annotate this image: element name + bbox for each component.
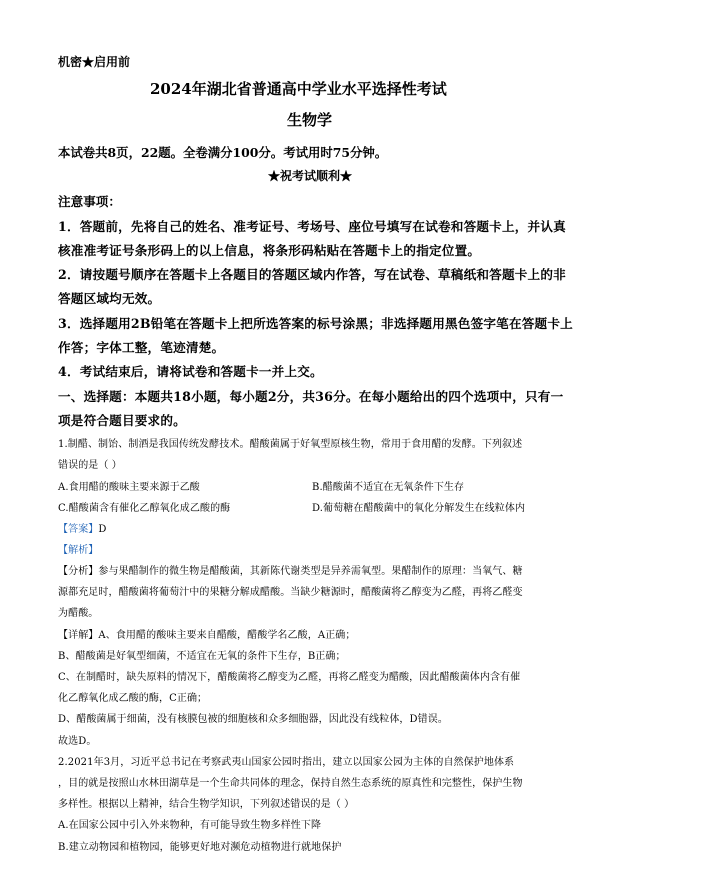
note-line: 核准准考证号条形码上的以上信息，将条形码粘贴在答题卡上的指定位置。 (58, 243, 481, 258)
subject-title: 生物学 (287, 111, 333, 129)
q1-option-d: D.葡萄糖在醋酸菌中的氧化分解发生在线粒体内 (312, 503, 526, 514)
analysis-line: 【分析】参与果醋制作的微生物是醋酸菌，其新陈代谢类型是异养需氧型。果醋制作的原理：当氧气、糖 (58, 566, 523, 577)
note-line: 答题区域均无效。 (58, 291, 161, 306)
section-heading: 一、选择题：本题共18小题，每小题2分，共36分。在每小题给出的四个选项中，只有一 (58, 389, 564, 404)
detail-line: C、在制醋时，缺失原料的情况下，醋酸菌将乙醇变为乙醛，再将乙醛变为醋酸，因此醋酸菌体内含有催 (58, 672, 521, 683)
detail-line: 化乙醇氧化成乙酸的酶，C正确； (58, 693, 208, 704)
q1-stem: 1.制醋、制饴、制酒是我国传统发酵技术。醋酸菌属于好氧型原核生物，常用于食用醋的发酵。下列叙述 (58, 439, 523, 450)
notes-heading: 注意事项： (58, 194, 121, 209)
q1-option-b: B.醋酸菌不适宜在无氧条件下生存 (312, 482, 465, 493)
q2-option-b: B.建立动物园和植物园，能够更好地对濒危动植物进行就地保护 (58, 842, 342, 853)
detail-line: 【详解】A、食用醋的酸味主要来自醋酸，醋酸学名乙酸，A正确； (58, 630, 356, 641)
answer-label: 【答案】 (58, 524, 99, 535)
q1-stem-cont: 错误的是（ ） (58, 460, 122, 471)
confidential-label: 机密★启用前 (58, 55, 131, 69)
exam-intro: 本试卷共8页，22题。全卷满分100分。考试用时75分钟。 (58, 145, 388, 160)
note-line: 2．请按题号顺序在答题卡上各题目的答题区域内作答，写在试卷、草稿纸和答题卡上的非 (58, 267, 566, 282)
q2-stem: 多样性。根据以上精神，结合生物学知识，下列叙述错误的是（ ） (58, 799, 355, 810)
q2-stem: ，目的就是按照山水林田湖草是一个生命共同体的理念，保持自然生态系统的原真性和完整性，保护生物 (58, 778, 523, 789)
analysis-line: 为醋酸。 (58, 608, 99, 619)
note-line: 4．考试结束后，请将试卷和答题卡一并上交。 (58, 364, 323, 379)
good-luck-banner: ★祝考试顺利★ (268, 169, 353, 183)
analysis-line: 源都充足时，醋酸菌将葡萄汁中的果糖分解成醋酸。当缺少糖源时，醋酸菌将乙醇变为乙醛，再将乙醛变 (58, 587, 523, 598)
exam-title: 2024年湖北省普通高中学业水平选择性考试 (150, 80, 447, 98)
note-line: 作答；字体工整，笔迹清楚。 (58, 340, 225, 355)
section-heading-cont: 项是符合题目要求的。 (58, 413, 186, 428)
detail-line: B、醋酸菌是好氧型细菌，不适宜在无氧的条件下生存，B正确； (58, 651, 346, 662)
answer-value: D (98, 524, 107, 535)
detail-line: 故选D。 (58, 736, 97, 747)
q1-option-a: A.食用醋的酸味主要来源于乙酸 (58, 482, 200, 493)
q2-option-a: A.在国家公园中引入外来物种，有可能导致生物多样性下降 (58, 820, 322, 831)
analysis-label: 【解析】 (58, 545, 99, 556)
note-line: 3．选择题用2B铅笔在答题卡上把所选答案的标号涂黑；非选择题用黑色签字笔在答题卡上 (58, 316, 573, 331)
q1-answer (58, 520, 107, 535)
q2-stem: 2.2021年3月，习近平总书记在考察武夷山国家公园时指出，建立以国家公园为主体的自然保护地体系 (58, 757, 515, 768)
detail-line: D、醋酸菌属于细菌，没有核膜包被的细胞核和众多细胞器，因此没有线粒体，D错误。 (58, 714, 448, 725)
note-line: 1．答题前，先将自己的姓名、准考证号、考场号、座位号填写在试卷和答题卡上，并认真 (58, 219, 566, 234)
q1-option-c: C.醋酸菌含有催化乙醇氧化成乙酸的酶 (58, 503, 231, 514)
